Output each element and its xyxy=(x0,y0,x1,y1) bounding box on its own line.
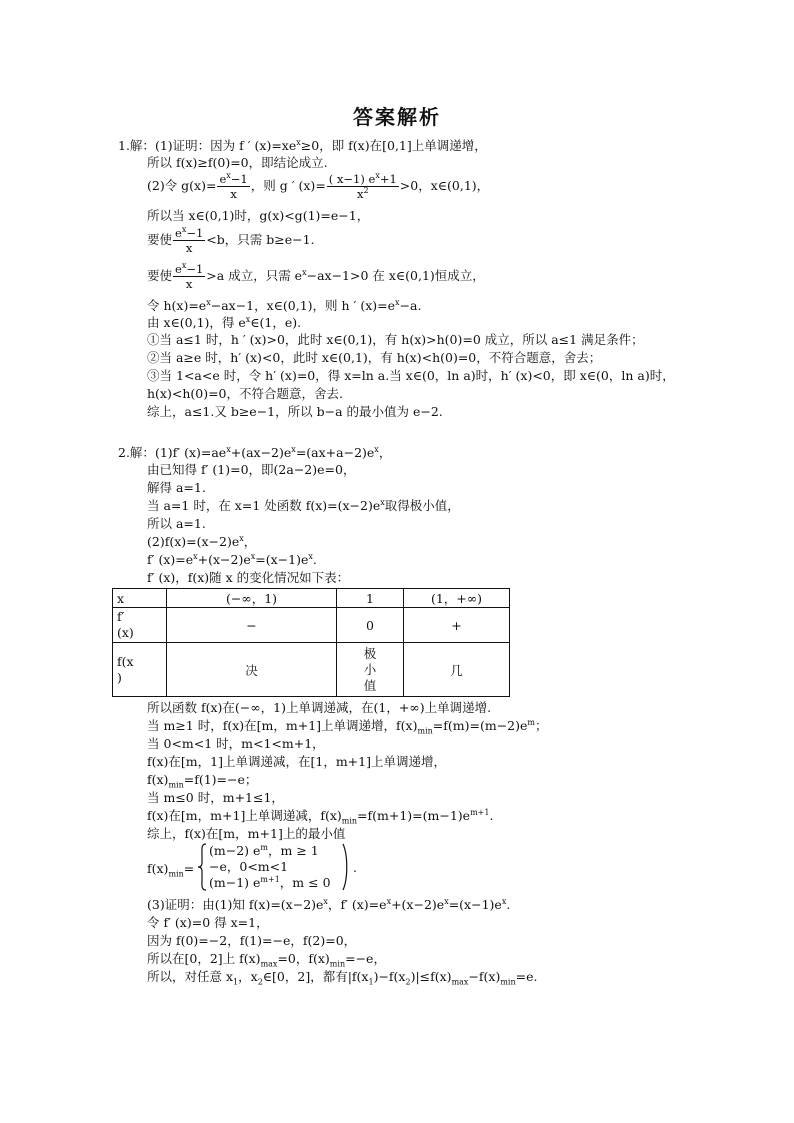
q1-label: 1.解： xyxy=(118,138,155,153)
page: 答案解析 1.解：(1)证明：因为 f ′ $(x)=xe^x\ge 0$，即 f(x)在[0,1]上单调递增， 所以 f(x)≥f(0)=0，即结论成立. (2)令 g(x)= $\frac{e^x-1}{x}$ ，则 g ′ (x)= $\frac{( x-1) e^x+1}{x^2}$ >0，x∈(0,1)， 所以当 x∈(0,1)时，g(x)<g(1)=e−1， 要使 $\frac{e^x-1}{x}$ <b，只需 b≥e−1. 要使 $\frac{e^x-1}{x}$ >a 成立，只需 $e^x-ax-1>0$ 在 x∈(0,1)恒成立， 令 $h(x)=e^x-ax-1$，x∈(0,1)，则 h ′ $(x)=e^x-a$. 由 x∈(0,1)，得 $e^x\in(1$，e). ①当 a≤1 时，h ′ (x)>0，此时 x∈(0,1)，有 h(x)>h(0)=0 成立，所以 a≤1 满足条件； ②当 a≥e 时，h′ (x)<0，此时 x∈(0,1)，有 h(x)<h(0)=0，不符合题意，舍去； ③当 1<a<e 时，令 h′ (x)=0，得 x=ln a.当 x∈(0，ln a)时，h′ (x)<0，即 x∈(0，ln a)时， h(x)<h(0)=0，不符合题意，舍去. 综上，a≤1.又 b≥e−1，所以 b−a 的最小值为 e−2. 2.解：(1)f′ $(x)=ae^x+(ax-2)e^x=(ax+a-2)e^x$， 由已知得 f′ (1)=0，即(2a−2)e=0， 解得 a=1. 当 a=1 时，在 x=1 处函数 $f(x)=(x-2)e^x$取得极小值， 所以 a=1. $(2)f(x)=(x-2)e^x$， f′ $(x)=e^x+(x-2)e^x=(x-1)e^x$. f′ (x)，f(x)随 x 的变化情况如下表： x (−∞，1) 1 (1，+∞) f′ (x) − 0 + f(x ) 决 极 小 值 几 所以函数 f(x)在(−∞，1)上单调递减，在(1，+∞)上单调递增. 当 m≥1 时，f(x)在[m，m+1]上单调递增，$f(x)_{min}=f(m)=(m-2)e^m$； 当 0<m<1 时，m<1<m+1， f(x)在[m，1]上单调递减，在[1，m+1]上单调递增， $f(x)_{min}=f(1)=-e$； 当 m≤0 时，m+1≤1， f(x)在[m，m+1]上单调递减，$f(x)_{min}=f(m+1)=(m-1)e^{m+1}$. 综上，f(x)在[m，m+1]上的最小值 $f(x)_{min}=$ (m−2) $e^m$，m ≥ 1 −e，0<m<1 (m−1) $e^{m+1}$，m ≤ 0 . (3)证明：由(1)知 $f(x)=(x-2)e^x$，f′ $(x)=e^x+(x-2)e^x=(x-1)e^x$. 令 f′ (x)=0 得 x=1， 因为 f(0)=−2，f(1)=−e，f(2)=0， 所以在[0，2]上 $f(x)_{max}=0$，$f(x)_{min}=-e$， 所以，对任意 $x_1$，$x_2\in[0$，2]，都有$|f(x_1)-f(x_2)|\le f(x)_{max}-f(x)_{min}=e$. xyxy=(0,0,794,1123)
q2-line-19: 因为 f(0)=−2，f(1)=−e，f(2)=0， xyxy=(147,933,357,948)
q2-line-16: 综上，f(x)在[m，m+1]上的最小值 xyxy=(147,826,346,841)
q2-line-1: 2.解：(1)f′ $(x)=ae^x+(ax-2)e^x=(ax+a-2)e^x$， xyxy=(118,444,392,460)
q1-line-7: 令 $h(x)=e^x-ax-1$，x∈(0,1)，则 h ′ $(x)=e^x-a$. xyxy=(147,297,422,313)
q2-line-2: 由已知得 f′ (1)=0，即(2a−2)e=0， xyxy=(147,462,356,477)
q2-line-7: f′ $(x)=e^x+(x-2)e^x=(x-1)e^x$. xyxy=(147,551,317,567)
table-row: x (−∞，1) 1 (1，+∞) xyxy=(113,589,510,608)
q1-line-8: 由 x∈(0,1)，得 $e^x\in(1$，e). xyxy=(147,314,302,330)
page-title: 答案解析 xyxy=(353,105,441,129)
q1-line-4: 所以当 x∈(0,1)时，g(x)<g(1)=e−1， xyxy=(147,208,370,223)
fraction: $\frac{e^x-1}{x}$ xyxy=(175,225,204,255)
fraction: $\frac{e^x-1}{x}$ xyxy=(219,171,248,201)
q1-line-9: ①当 a≤1 时，h ′ (x)>0，此时 x∈(0,1)，有 h(x)>h(0)=0 成立，所以 a≤1 满足条件； xyxy=(147,332,644,347)
q1-line-6: 要使 $\frac{e^x-1}{x}$ >a 成立，只需 $e^x-ax-1>0$ 在 x∈(0,1)恒成立， xyxy=(147,261,485,291)
fraction: $\frac{e^x-1}{x}$ xyxy=(175,261,204,291)
q1-line-1: 1.解：(1)证明：因为 f ′ $(x)=xe^x\ge 0$，即 f(x)在[0,1]上单调递增， xyxy=(118,137,487,153)
q1-line-11: ③当 1<a<e 时，令 h′ (x)=0，得 x=ln a.当 x∈(0，ln a)时，h′ (x)<0，即 x∈(0，ln a)时， xyxy=(147,368,675,383)
q2-line-4: 当 a=1 时，在 x=1 处函数 $f(x)=(x-2)e^x$取得极小值， xyxy=(147,497,460,513)
q2-line-12: f(x)在[m，1]上单调递减，在[1，m+1]上单调递增， xyxy=(147,754,446,769)
q2-line-6: $(2)f(x)=(x-2)e^x$， xyxy=(147,533,257,549)
q1-line-3: (2)令 g(x)= $\frac{e^x-1}{x}$ ，则 g ′ (x)= $\frac{( x-1) e^x+1}{x^2}$ >0，x∈(0,1)， xyxy=(147,171,490,201)
piecewise-cases: (m−2) $e^m$，m ≥ 1 −e，0<m<1 (m−1) $e^{m+1}$，m ≤ 0 xyxy=(209,842,331,890)
variation-table xyxy=(112,588,510,697)
q2-line-20: 所以在[0，2]上 $f(x)_{max}=0$，$f(x)_{min}=-e$， xyxy=(147,951,386,969)
fraction: $\frac{( x-1) e^x+1}{x^2}$ xyxy=(328,171,397,201)
q1-line-2: 所以 f(x)≥f(0)=0，即结论成立. xyxy=(147,155,328,170)
q2-line-17: (3)证明：由(1)知 $f(x)=(x-2)e^x$，f′ $(x)=e^x+(x-2)e^x=(x-1)e^x$. xyxy=(147,896,511,912)
table-row: f(x ) 决 极 小 值 几 xyxy=(113,643,510,697)
q2-line-10: 当 m≥1 时，f(x)在[m，m+1]上单调递增，$f(x)_{min}=f(m)=(m-2)e^m$； xyxy=(147,717,548,736)
q2-line-15: f(x)在[m，m+1]上单调递减，$f(x)_{min}=f(m+1)=(m-1)e^{m+1}$. xyxy=(147,807,494,826)
table-row: f′ (x) − 0 + xyxy=(113,608,510,643)
q1-line-5: 要使 $\frac{e^x-1}{x}$ <b，只需 b≥e−1. xyxy=(147,225,315,255)
q2-line-8: f′ (x)，f(x)随 x 的变化情况如下表： xyxy=(147,570,350,585)
q2-line-18: 令 f′ (x)=0 得 x=1， xyxy=(147,915,269,930)
q2-line-9: 所以函数 f(x)在(−∞，1)上单调递减，在(1，+∞)上单调递增. xyxy=(147,700,492,715)
q2-line-11: 当 0<m<1 时，m<1<m+1， xyxy=(147,736,325,751)
q2-line-21: 所以，对任意 $x_1$，$x_2\in[0$，2]，都有$|f(x_1)-f(x_2)|\le f(x)_{max}-f(x)_{min}=e$. xyxy=(147,969,538,987)
q2-line-5: 所以 a=1. xyxy=(147,516,206,531)
q1-line-13: 综上，a≤1.又 b≥e−1，所以 b−a 的最小值为 e−2. xyxy=(147,404,443,419)
right-paren-icon xyxy=(342,843,350,891)
q2-line-13: $f(x)_{min}=f(1)=-e$； xyxy=(147,772,258,790)
q2-line-3: 解得 a=1. xyxy=(147,480,206,495)
left-brace-icon xyxy=(197,843,207,891)
q2-line-14: 当 m≤0 时，m+1≤1， xyxy=(147,790,284,805)
q1-line-12: h(x)<h(0)=0，不符合题意，舍去. xyxy=(147,386,343,401)
q1-line-10: ②当 a≥e 时，h′ (x)<0，此时 x∈(0,1)，有 h(x)<h(0)=0，不符合题意，舍去； xyxy=(147,350,602,365)
q2-label: 2.解： xyxy=(118,445,155,460)
